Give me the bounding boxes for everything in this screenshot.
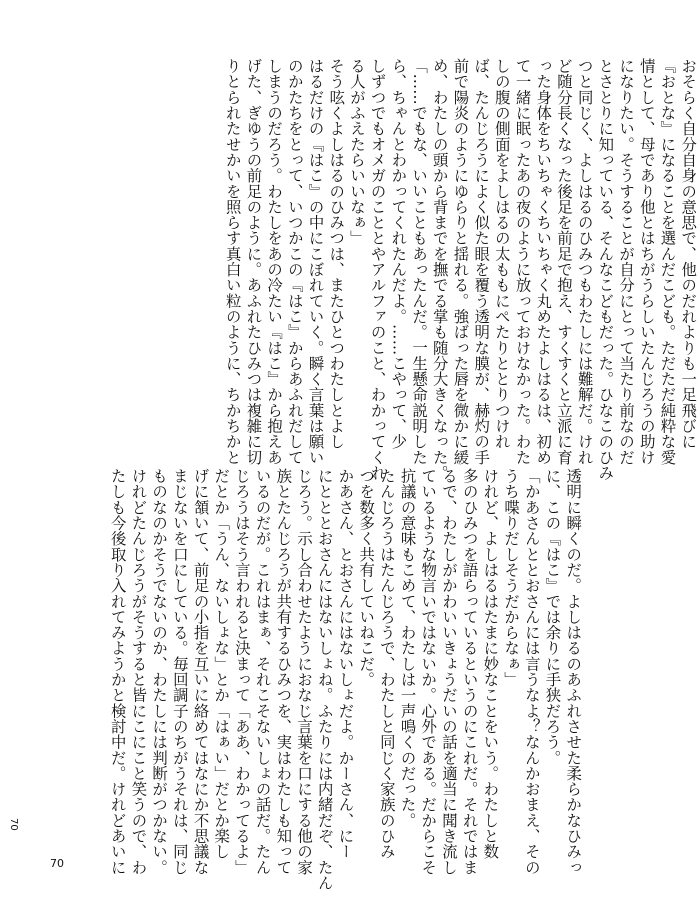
text-column: 多のひみつを語らっているというのにこれだ。それではま bbox=[460, 468, 479, 875]
text-column: じろう。示し合わせたようにおなじ言葉を口にする他の家 bbox=[295, 468, 314, 875]
text-column: ば、たんじろうによく似た眼を覆う透明な膜が、赫灼の手 bbox=[472, 58, 491, 465]
upper-text-block bbox=[222, 58, 698, 481]
text-column: 「かあさんととおさんには言うなよ？なんかおまえ、その bbox=[522, 468, 541, 875]
text-column: そう呟くよしはるのひみつは、またひとつわたしとよし bbox=[327, 58, 346, 450]
text-column: かあさん、とおさんにはないしょだよ。かーさん、にー bbox=[336, 468, 355, 860]
text-column: ているような物言いではないか。心外である。だからこそ bbox=[419, 468, 438, 875]
text-column: うち喋りだしそうだからなぁ」 bbox=[502, 468, 521, 688]
text-column: にとととおさんにはないしょね。ふたりには内緒だぞ、たん bbox=[315, 468, 334, 891]
text-column: 前で陽炎のようにゆらりと揺れる。強ばった唇を微かに緩 bbox=[451, 58, 470, 465]
text-column: けれど、よしはるはたまに妙なことをいう。わたしと数 bbox=[481, 468, 500, 860]
text-column: ら、ちゃんとわかってくれたんだよ。……こやって、少 bbox=[389, 58, 408, 450]
page-number: 70 bbox=[50, 857, 64, 870]
text-column: けれどたんじろうがそうすると皆にこにこと笑うので、わ bbox=[129, 468, 148, 875]
text-column: 透明に瞬くのだ。よしはるのあふれさせた柔らかなひみっ bbox=[564, 468, 583, 875]
text-column: おそらく自分自身の意思で、他のだれよりも一足飛びに bbox=[679, 58, 698, 450]
text-column: はるだけの『はこ』の中にこぼれていく。瞬く言葉は願い bbox=[306, 58, 325, 465]
text-column: った身体をちいちゃくちいちゃく丸めたよしはるは、初め bbox=[534, 58, 553, 465]
text-column: まじないを口にしている。毎回調子のちがうそれは、同じ bbox=[170, 468, 189, 875]
text-column: 抗議の意味もこめて、わたしは一声鳴くのだった。 bbox=[398, 468, 417, 828]
text-column: 情として、母であり他とはちがうらしいたんじろうの助け bbox=[637, 58, 656, 465]
text-column: ど随分長くなった後足を前足で抱え、すくすくと立派に育 bbox=[554, 58, 573, 465]
text-column: て一緒に眠ったあの夜のように放っておけなかった。わた bbox=[513, 58, 532, 465]
text-column: たんじろうはたんじろうで、わたしと同じく家族のひみ bbox=[377, 468, 396, 860]
text-column: とさとりに知っている、そんなこどもだった。ひなこのひみ bbox=[596, 58, 615, 481]
text-column: のかたちをとって、いつかこの『はこ』からあふれだして bbox=[285, 58, 304, 465]
text-column: しずつでもオメガのこととやアルファのこと、わかってくれ bbox=[368, 58, 387, 481]
text-column: つを数多く共有していねこだ。 bbox=[357, 468, 376, 688]
text-column: だとか「うん、ないしょな」とか「はぁい」だとか楽し bbox=[212, 468, 231, 860]
text-column: 『おとな』になることを選んだこども。ただただ純粋な愛 bbox=[658, 58, 677, 465]
text-column: つと同じく、よしはるのひみつもわたしには難解だ。けれ bbox=[575, 58, 594, 465]
text-column: 「……でもな、いいこともあったんだ。一生懸命説明した bbox=[410, 58, 429, 465]
text-column: しの腹の側面をよしはるの太ももにぺたりととりつけれ bbox=[492, 58, 511, 450]
text-column: りとられたせかいを照らす真白い粒のように、ちかちかと bbox=[223, 58, 242, 465]
text-column: じろうはそう言われると決まって「ああ、わかってるよ」 bbox=[232, 468, 251, 875]
text-column: げた、ぎゆうの前足のように。あふれたひみつは複雑に切 bbox=[244, 58, 263, 465]
text-column: たしも今後取り入れてみようかと検討中だ。けれどあいに bbox=[108, 468, 127, 875]
text-column: る人がふえたらいいなぁ」 bbox=[347, 58, 366, 246]
text-column: しまうのだろう。わたしをあの冷たい『はこ』から抱えあ bbox=[265, 58, 284, 465]
text-column: げに頷いて、前足の小指を互いに絡めてはなにか不思議な bbox=[191, 468, 210, 875]
folio-vertical: 70 bbox=[8, 818, 19, 831]
text-column: になりたい。そうすることが自分にとって当たり前なのだ bbox=[617, 58, 636, 465]
text-column: に、この『はこ』では余りに手狭だろう。 bbox=[543, 468, 562, 766]
text-column: め、わたしの頭から背までを撫でる掌も随分大きくなった。 bbox=[430, 58, 449, 481]
text-column: いるのだが。これはまぁ、それこそないしょの話だ。たん bbox=[253, 468, 272, 875]
text-column: ものなのかそうでないのか、わたしには判断がつかない。 bbox=[150, 468, 169, 875]
lower-text-block bbox=[107, 468, 583, 891]
text-column: 族とたんじろうが共有するひみつを、実はわたしも知って bbox=[274, 468, 293, 875]
text-column: るで、わたしがかわいいきょうだいの話を適当に聞き流し bbox=[439, 468, 458, 875]
